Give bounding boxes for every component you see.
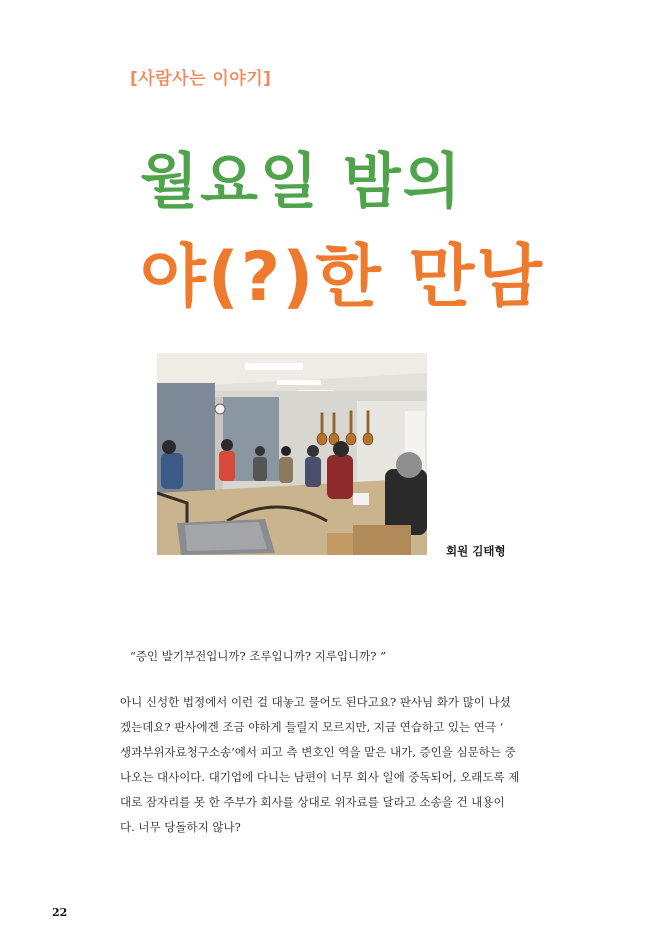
section-tag: [사람사는 이야기] <box>130 69 272 89</box>
title-line-1: 월요일 밤의 <box>140 147 463 217</box>
article-photo <box>157 353 427 555</box>
article-body <box>120 690 550 840</box>
body-line: 다. 너무 당돌하지 않나? <box>120 820 241 834</box>
body-line: 생과부위자료청구소송’에서 피고 측 변호인 역을 맡은 내가, 증인을 심문하는 중 <box>120 745 516 759</box>
body-line: 나오는 대사이다. 대기업에 다니는 남편이 너무 회사 일에 중독되어, 오래도록 제 <box>120 770 520 784</box>
body-line: 대로 잠자리를 못 한 주부가 회사를 상대로 위자료를 달라고 소송을 건 내용이 <box>120 795 505 809</box>
photo-caption: 회원 김태형 <box>446 544 506 558</box>
body-line: 아니 신성한 법정에서 이런 걸 대놓고 물어도 된다고요? 판사님 화가 많이 나셨 <box>120 695 511 709</box>
body-line: 겠는데요? 판사에겐 조금 야하게 들릴지 모르지만, 지금 연습하고 있는 연극 ‘ <box>120 720 504 734</box>
page-number: 22 <box>52 906 68 919</box>
opening-quote: “증인 발기부전입니까? 조루입니까? 지루입니까? ” <box>130 649 386 663</box>
title-line-2: 야(?)한 만남 <box>140 238 545 317</box>
